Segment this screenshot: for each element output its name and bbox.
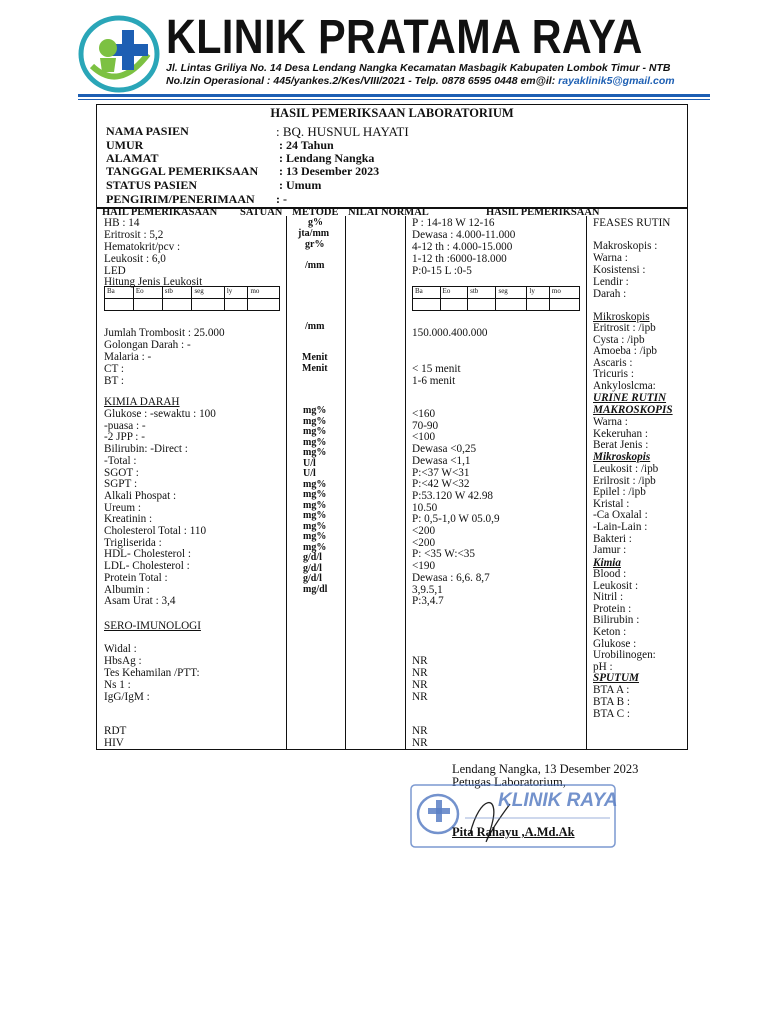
- sero-title: SERO-IMUNOLOGI: [104, 620, 201, 632]
- trombosit-row: Jumlah Trombosit : 25.000: [104, 327, 225, 339]
- kimia-row-3: Bilirubin: -Direct :: [104, 443, 188, 456]
- col-header-unit: SATUAN: [240, 207, 283, 218]
- feases-mikro-row-1: Cysta : /ipb: [593, 333, 645, 346]
- sero-row-2: Tes Kehamilan /PTT:: [104, 667, 200, 679]
- diff-head-stb-right: stb: [468, 287, 496, 299]
- kimia-normal-14: Dewasa : 6,6. 8,7: [412, 571, 490, 584]
- kimia-unit-11: mg%: [303, 520, 327, 532]
- feases-makro-row-3: Lendir :: [593, 276, 629, 288]
- kimia-unit-6: U/l: [303, 468, 316, 479]
- kimia-row-16: Asam Urat : 3,4: [104, 595, 176, 608]
- feases-makro-row-2: Kosistensi :: [593, 264, 646, 276]
- feases-mikro-title: Mikroskopis: [593, 311, 650, 323]
- bt-row: BT :: [104, 375, 124, 387]
- diff-head-ly-right: ly: [527, 287, 550, 299]
- malaria-row: Malaria : -: [104, 351, 152, 363]
- kimia-row-8: Ureum :: [104, 501, 141, 514]
- kimia-normal-11: <200: [412, 536, 436, 549]
- column-divider-4: [586, 216, 587, 750]
- address-line-2: [166, 75, 675, 88]
- normal-leukosit-dewasa: Dewasa : 4.000-11.000: [412, 229, 516, 241]
- footer-role: Petugas Laboratorium,: [452, 775, 566, 789]
- clinic-address: [166, 62, 675, 88]
- kimia-unit-14: g/d/l: [303, 552, 322, 563]
- normal-ct: < 15 menit: [412, 363, 461, 375]
- normal-leukosit-4-12: 4-12 th : 4.000-15.000: [412, 241, 513, 253]
- diff-head-seg: seg: [192, 287, 224, 299]
- sputum-title: SPUTUM: [593, 672, 639, 684]
- kimia-unit-4: mg%: [303, 447, 327, 458]
- kimia-normal-15: 3,9.5,1: [412, 583, 443, 596]
- age-label: UMUR: [106, 138, 144, 152]
- exam-date-label: TANGGAL PEMERIKSAAN: [106, 164, 259, 178]
- normal-hb: P : 14-18 W 12-16: [412, 217, 495, 229]
- report-title: HASIL PEMERIKSAAN LABORATORIUM: [270, 106, 514, 120]
- patient-status-label: STATUS PASIEN: [106, 178, 198, 192]
- diff-count-table-left: [104, 286, 280, 311]
- feases-mikro-row-4: Tricuris :: [593, 368, 634, 381]
- kimia-row-0: Glukose : -sewaktu : 100: [104, 408, 216, 420]
- feases-makro-row-4: Darah :: [593, 288, 627, 300]
- diff-header-row-right: [413, 287, 580, 299]
- normal-bt: 1-6 menit: [412, 375, 456, 387]
- urine-kimia-row-1: Leukosit :: [593, 579, 639, 592]
- sputum-row-2: BTA C :: [593, 707, 631, 720]
- address-value: : Lendang Nangka: [279, 151, 375, 165]
- footer-place-date: Lendang Nangka, 13 Desember 2023: [452, 762, 639, 776]
- col-header-exam: HAIL PEMERIKASAAN: [102, 207, 218, 218]
- sender-label: PENGIRIM/PENERIMAAN: [106, 192, 255, 206]
- clinic-name: KLINIK PRATAMA RAYA: [166, 11, 643, 64]
- urine-makro-row-1: Kekeruhan :: [593, 427, 648, 440]
- urine-mikro-row-2: Epilel : /ipb: [593, 486, 646, 499]
- urine-title: URINE RUTIN: [593, 392, 667, 404]
- normal-led: P:0-15 L :0-5: [412, 265, 472, 277]
- urine-kimia-row-4: Bilirubin :: [593, 614, 640, 627]
- urine-mikro-row-5: -Lain-Lain :: [593, 521, 648, 533]
- patient-name-label: NAMA PASIEN: [106, 124, 189, 138]
- kimia-normal-13: <190: [412, 560, 436, 573]
- urine-makro-row-2: Berat Jenis :: [593, 439, 649, 452]
- sero-normal-2: NR: [412, 679, 428, 691]
- kimia-row-12: HDL- Cholesterol :: [104, 548, 191, 561]
- sero-normal-5: NR: [412, 737, 428, 749]
- kimia-row-13: LDL- Cholesterol :: [104, 560, 190, 573]
- kimia-darah-title: KIMIA DARAH: [104, 396, 180, 408]
- diff-head-seg-right: seg: [496, 287, 527, 299]
- kimia-normal-4: Dewasa <1,1: [412, 454, 471, 467]
- kimia-unit-2: mg%: [303, 426, 327, 437]
- kimia-row-15: Albumin :: [104, 583, 150, 596]
- kimia-normal-12: P: <35 W:<35: [412, 548, 475, 561]
- kimia-normal-2: <100: [412, 431, 436, 444]
- kimia-row-2: -2 JPP : -: [104, 431, 145, 444]
- kimia-normal-3: Dewasa <0,25: [412, 443, 477, 456]
- header-divider-thin: [78, 99, 710, 100]
- kimia-normal-8: 10.50: [412, 501, 438, 514]
- sender-value: : -: [276, 192, 287, 206]
- sero-normal-3: NR: [412, 691, 428, 703]
- urine-mikro-row-3: Kristal :: [593, 497, 630, 510]
- kimia-row-6: SGPT :: [104, 478, 138, 491]
- sero-row-3: Ns 1 :: [104, 679, 131, 691]
- stamp-text: KLINIK RAYA: [498, 790, 618, 811]
- column-divider-1: [286, 216, 287, 750]
- unit-eritrosit: jta/mm: [298, 228, 330, 239]
- col-header-result: HASIL PEMERIKSAAN: [486, 207, 600, 218]
- kimia-unit-9: mg%: [303, 499, 327, 511]
- urine-makro-title: MAKROSKOPIS: [593, 404, 673, 416]
- diff-head-eo-right: Eo: [440, 287, 468, 299]
- kimia-normal-1: 70-90: [412, 419, 439, 432]
- kimia-normal-7: P:53.120 W 42.98: [412, 489, 494, 502]
- hb-row: HB : 14: [104, 217, 140, 229]
- urine-mikro-row-4: -Ca Oxalal :: [593, 509, 648, 522]
- urine-kimia-row-5: Keton :: [593, 626, 627, 638]
- kimia-unit-17: mg/dl: [303, 583, 328, 595]
- unit-trombosit: /mm: [305, 321, 325, 332]
- sero-normal-1: NR: [412, 667, 428, 679]
- sero-row-0: Widal :: [104, 643, 137, 655]
- diff-head-ly: ly: [224, 287, 248, 299]
- feases-mikro-row-3: Ascaris :: [593, 356, 633, 369]
- kimia-unit-15: g/d/l: [303, 562, 322, 574]
- sero-row-1: HbsAg :: [104, 655, 142, 667]
- normal-trombosit: 150.000.400.000: [412, 327, 488, 339]
- golongan-darah-row: Golongan Darah : -: [104, 339, 191, 351]
- unit-hematokrit: gr%: [305, 239, 325, 250]
- kimia-normal-10: <200: [412, 525, 436, 537]
- kimia-normal-6: P:<42 W<32: [412, 478, 470, 491]
- kimia-unit-13: mg%: [303, 541, 327, 553]
- feases-mikro-row-5: Ankyloslcma:: [593, 380, 656, 392]
- diff-head-ba-right: Ba: [413, 287, 441, 299]
- clinic-logo: [78, 14, 160, 94]
- kimia-unit-16: g/d/l: [303, 573, 322, 584]
- feases-mikro-row-0: Eritrosit : /ipb: [593, 322, 656, 334]
- urine-kimia-row-8: pH :: [593, 660, 613, 673]
- patient-name-value: : BQ. HUSNUL HAYATI: [276, 124, 409, 139]
- kimia-unit-3: mg%: [303, 436, 327, 448]
- feases-mikro-row-2: Amoeba : /ipb: [593, 345, 658, 358]
- kimia-normal-16: P:3,4.7: [412, 595, 444, 608]
- sputum-row-0: BTA A :: [593, 684, 630, 696]
- kimia-unit-10: mg%: [303, 510, 327, 521]
- col-header-normal: NILAI NORMAL: [348, 207, 429, 218]
- feases-makro-row-1: Warna :: [593, 252, 628, 264]
- kimia-row-4: -Total :: [104, 454, 137, 467]
- kimia-unit-1: mg%: [303, 415, 327, 427]
- sero-normal-4: NR: [412, 725, 428, 737]
- urine-mikro-row-6: Bakteri :: [593, 532, 632, 545]
- exam-date-value: : 13 Desember 2023: [279, 164, 380, 178]
- sero-normal-0: NR: [412, 655, 428, 667]
- kimia-row-11: Trigliserida :: [104, 536, 162, 549]
- leukosit-row: Leukosit : 6,0: [104, 253, 166, 265]
- unit-ct: Menit: [302, 352, 328, 363]
- kimia-unit-7: mg%: [303, 478, 327, 490]
- header-divider-thick: [78, 94, 710, 97]
- kimia-unit-5: U/l: [303, 457, 316, 469]
- urine-makro-row-0: Warna :: [593, 416, 628, 428]
- diff-value-row: [105, 299, 280, 311]
- clinic-email: rayaklinik5@gmail.com: [558, 75, 675, 87]
- column-divider-2: [345, 216, 346, 750]
- kimia-row-10: Cholesterol Total : 110: [104, 525, 207, 537]
- urine-kimia-row-3: Protein :: [593, 602, 632, 615]
- urine-kimia-title: Kimia: [593, 557, 621, 569]
- address-label: ALAMAT: [106, 151, 159, 165]
- urine-kimia-row-7: Urobilinogen:: [593, 649, 656, 662]
- sero-row-5: RDT: [104, 725, 127, 737]
- eritrosit-row: Eritrosit : 5,2: [104, 229, 164, 241]
- urine-kimia-row-6: Glukose :: [593, 637, 637, 650]
- kimia-row-5: SGOT :: [104, 466, 139, 479]
- diff-value-row-right: [413, 299, 580, 311]
- feases-title: FEASES RUTIN: [593, 217, 671, 229]
- unit-bt: Menit: [302, 363, 328, 374]
- sero-row-6: HIV: [104, 737, 124, 749]
- diff-head-stb: stb: [162, 287, 192, 299]
- col-header-method: METODE: [292, 207, 339, 218]
- age-value: : 24 Tahun: [279, 138, 334, 152]
- column-divider-3: [405, 216, 406, 750]
- hitung-jenis-label: Hitung Jenis Leukosit: [104, 276, 203, 288]
- hematokrit-row: Hematokrit/pcv :: [104, 241, 181, 253]
- diff-head-mo-right: mo: [549, 287, 579, 299]
- diff-head-ba: Ba: [105, 287, 134, 299]
- normal-leukosit-1-12: 1-12 th :6000-18.000: [412, 253, 507, 265]
- urine-kimia-row-2: Nitril :: [593, 591, 624, 604]
- kimia-row-14: Protein Total :: [104, 571, 168, 584]
- unit-hb: g%: [308, 217, 323, 228]
- kimia-row-9: Kreatinin :: [104, 513, 153, 526]
- diff-header-row: [105, 287, 280, 299]
- urine-kimia-row-0: Blood :: [593, 568, 627, 580]
- kimia-normal-5: P:<37 W<31: [412, 466, 470, 479]
- kimia-unit-0: mg%: [303, 405, 327, 416]
- license-phone: No.Izin Operasional : 445/yankes.2/Kes/VIII/2021 - Telp. 0878 6595 0448 em@il:: [166, 75, 559, 87]
- unit-led: /mm: [305, 260, 325, 271]
- sero-row-4: IgG/IgM :: [104, 691, 150, 703]
- led-row: LED: [104, 265, 126, 277]
- diff-head-eo: Eo: [133, 287, 162, 299]
- kimia-row-1: -puasa : -: [104, 419, 146, 432]
- urine-mikro-row-1: Erilrosit : /ipb: [593, 474, 656, 487]
- urine-mikro-title: Mikroskopis: [593, 451, 651, 463]
- urine-mikro-row-7: Jamur :: [593, 544, 627, 557]
- kimia-row-7: Alkali Phospat :: [104, 489, 177, 502]
- kimia-unit-12: mg%: [303, 531, 327, 542]
- signer-name: Pita Rahayu ,A.Md.Ak: [452, 825, 575, 839]
- kimia-normal-0: <160: [412, 408, 436, 420]
- ct-row: CT :: [104, 363, 124, 375]
- kimia-normal-9: P: 0,5-1,0 W 05.0,9: [412, 513, 500, 526]
- diff-count-table-right: [412, 286, 580, 311]
- feases-makro-row-0: Makroskopis :: [593, 240, 658, 252]
- patient-status-value: : Umum: [279, 178, 322, 192]
- address-line-1: Jl. Lintas Griliya No. 14 Desa Lendang Nangka Kecamatan Masbagik Kabupaten Lombok Timur - NTB: [166, 62, 671, 74]
- urine-mikro-row-0: Leukosit : /ipb: [593, 463, 659, 475]
- diff-head-mo: mo: [248, 287, 280, 299]
- kimia-unit-8: mg%: [303, 489, 327, 500]
- sputum-row-1: BTA B :: [593, 695, 631, 708]
